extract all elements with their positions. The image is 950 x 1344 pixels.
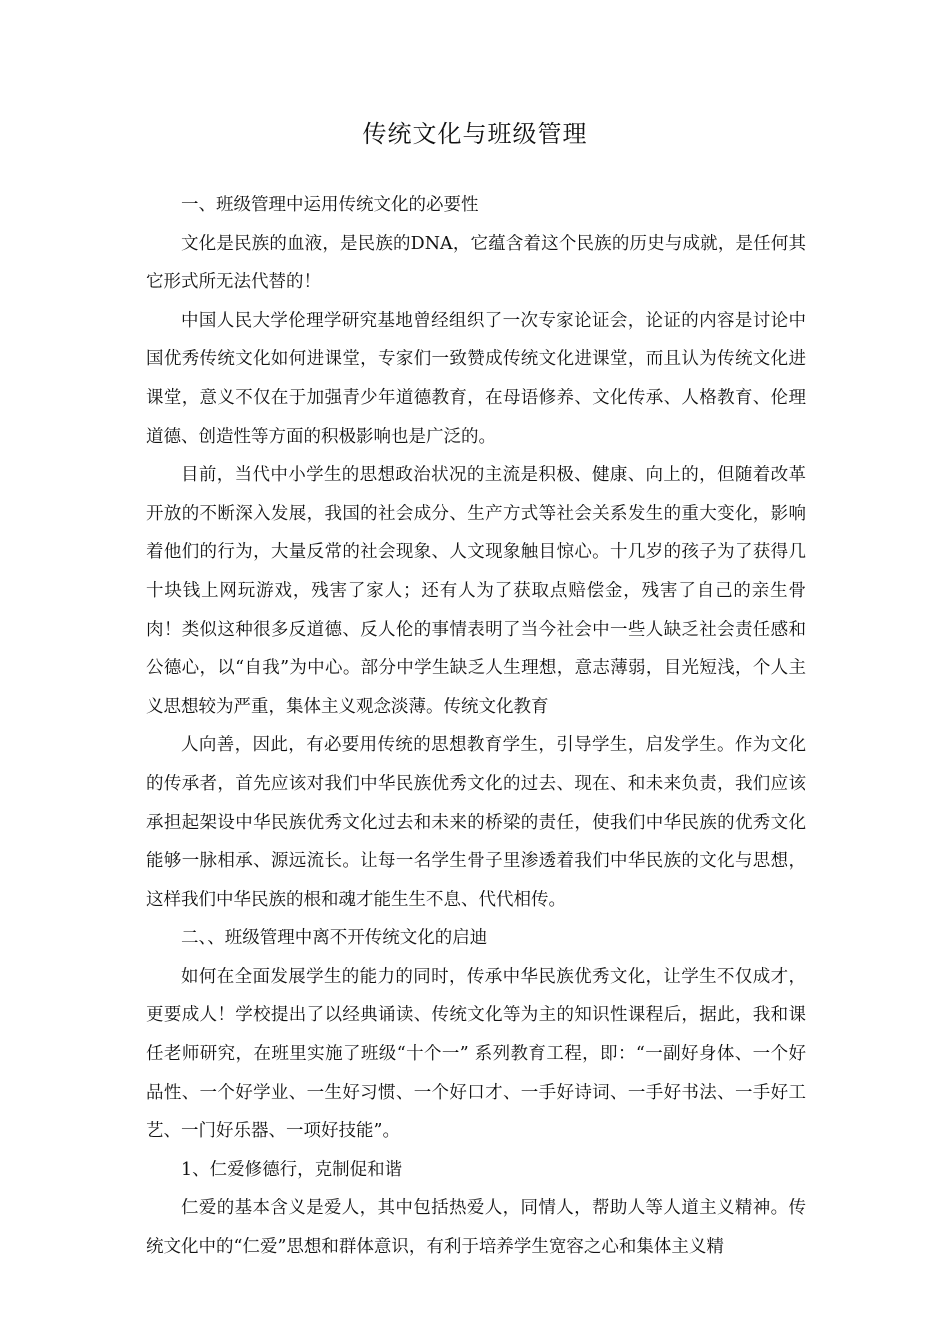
paragraph: 仁爱的基本含义是爱人，其中包括热爱人，同情人，帮助人等人道主义精神。传统文化中的“仁爱”思想和群体意识，有利于培养学生宽容之心和集体主义精 [146, 1198, 806, 1258]
paragraph: 人向善，因此，有必要用传统的思想教育学生，引导学生，启发学生。作为文化的传承者，首先应该对我们中华民族优秀文化的过去、现在、和未来负责，我们应该承担起架设中华民族优秀文化过去和未来的桥梁的责任，使我们中华民族的优秀文化能够一脉相承、源远流长。让每一名学生骨子里渗透着我们中华民族的文化与思想，这样我们中华民族的根和魂才能生生不息、代代相传。 [146, 735, 806, 910]
paragraph: 如何在全面发展学生的能力的同时，传承中华民族优秀文化，让学生不仅成才，更要成人！学校提出了以经典诵读、传统文化等为主的知识性课程后，据此，我和课任老师研究，在班里实施了班级“十个一” 系列教育工程，即：“一副好身体、一个好品性、一个好学业、一生好习惯、一个好口才、一手好诗词、一手好书法、一手好工艺、一门好乐器、一项好技能”。 [146, 966, 806, 1142]
section-heading-1: 一、班级管理中运用传统文化的必要性 [181, 195, 479, 215]
paragraph: 文化是民族的血液，是民族的DNA，它蕴含着这个民族的历史与成就，是任何其它形式所无法代替的！ [146, 233, 806, 293]
document-title: 传统文化与班级管理 [362, 120, 588, 148]
subsection-heading-1: 1、仁爱修德行，克制促和谐 [181, 1159, 403, 1180]
paragraph: 目前，当代中小学生的思想政治状况的主流是积极、健康、向上的，但随着改革开放的不断深入发展，我国的社会成分、生产方式等社会关系发生的重大变化，影响着他们的行为，大量反常的社会现象、人文现象触目惊心。十几岁的孩子为了获得几十块钱上网玩游戏，残害了家人；还有人为了获取点赔偿金，残害了自己的亲生骨肉！类似这种很多反道德、反人伦的事情表明了当今社会中一些人缺乏社会责任感和公德心，以“自我”为中心。部分中学生缺乏人生理想，意志薄弱，目光短浅，个人主义思想较为严重，集体主义观念淡薄。传统文化教育 [146, 465, 806, 717]
paragraph: 中国人民大学伦理学研究基地曾经组织了一次专家论证会，论证的内容是讨论中国优秀传统文化如何进课堂，专家们一致赞成传统文化进课堂，而且认为传统文化进课堂，意义不仅在于加强青少年道德教育，在母语修养、文化传承、人格教育、伦理道德、创造性等方面的积极影响也是广泛的。 [146, 310, 806, 447]
document-body [146, 186, 806, 1267]
section-heading-2: 二、、班级管理中离不开传统文化的启迪 [181, 928, 488, 949]
